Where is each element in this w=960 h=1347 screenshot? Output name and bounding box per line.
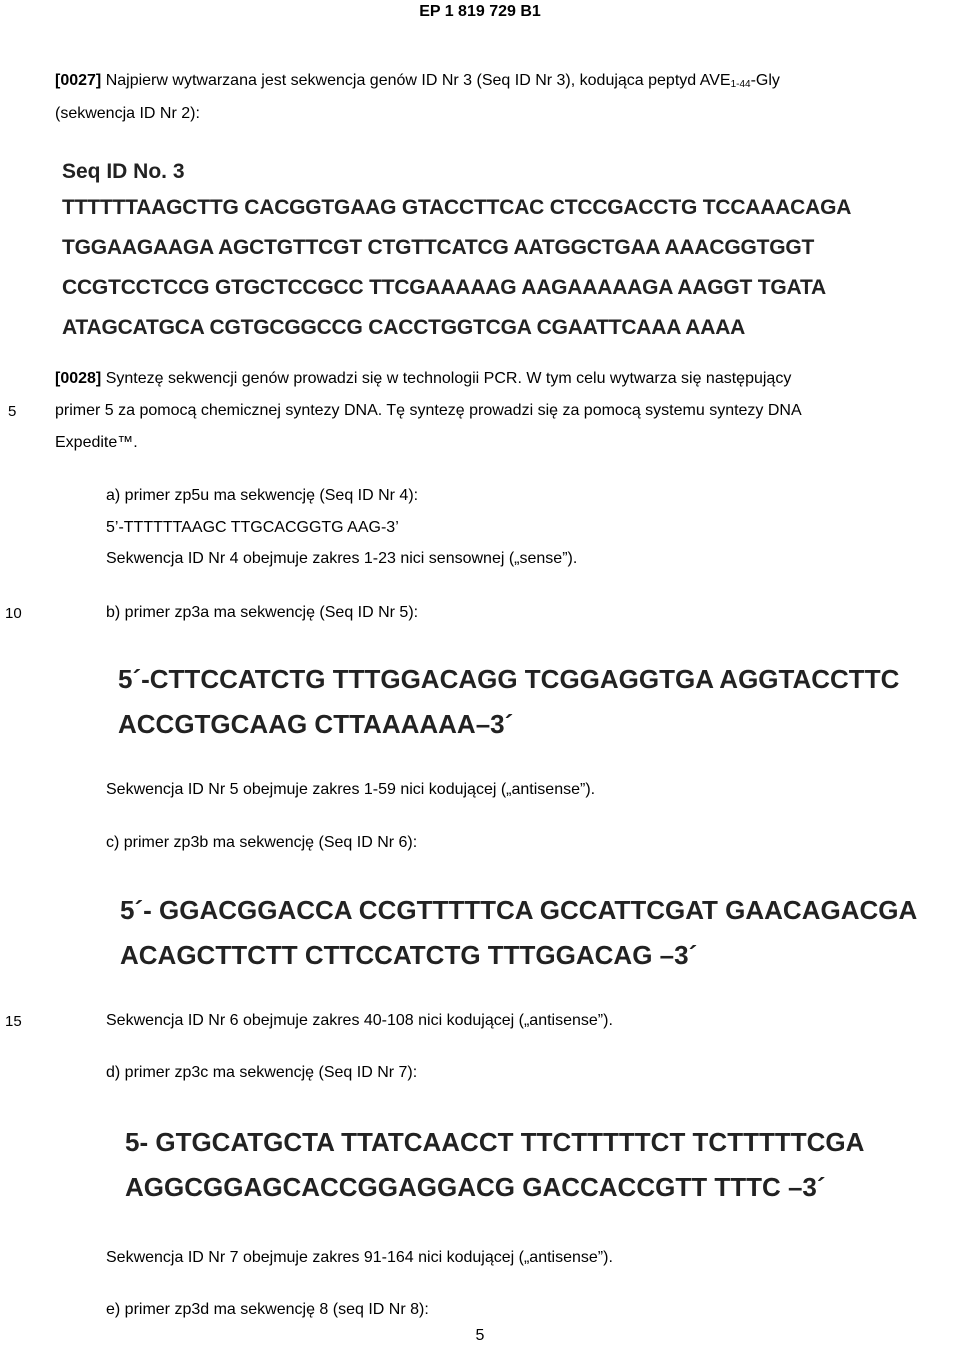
page-number: 5: [475, 1327, 485, 1344]
primer-d-sequence: [125, 1120, 864, 1210]
line-number: 5: [8, 403, 17, 420]
primer-b-intro: b) primer zp3a ma sekwencję (Seq ID Nr 5):: [106, 604, 419, 621]
line-number: 15: [5, 1013, 22, 1030]
paragraph-text: Najpierw wytwarzana jest sekwencja genów ID Nr 3 (Seq ID Nr 3), kodująca peptyd AVE: [101, 72, 731, 89]
seq3-title: Seq ID No. 3: [62, 160, 185, 183]
paragraph-tag: [0027]: [55, 72, 102, 89]
seq3-block: [62, 188, 851, 348]
seq3-line: ATAGCATGCA CGTGCGGCCG CACCTGGTCGA CGAATTCAAA AAAA: [62, 316, 746, 339]
sequence-line: 5- GTGCATGCTA TTATCAACCT TTCTTTTTCT TCTTTTTCGA: [125, 1127, 865, 1157]
sequence-line: 5´- GGACGGACCA CCGTTTTTCA GCCATTCGAT GAACAGACGA: [120, 895, 918, 925]
primer-c-intro: c) primer zp3b ma sekwencję (Seq ID Nr 6):: [106, 834, 418, 851]
paragraph-0028-line3: Expedite™.: [55, 434, 138, 451]
primer-a-intro: a) primer zp5u ma sekwencję (Seq ID Nr 4):: [106, 487, 419, 504]
seq3-line: TGGAAGAAGA AGCTGTTCGT CTGTTCATCG AATGGCTGAA AAACGGTGGT: [62, 236, 815, 259]
line-number: 10: [5, 605, 22, 622]
seq3-line: CCGTCCTCCG GTGCTCCGCC TTCGAAAAAG AAGAAAAAGA AAGGT TGATA: [62, 276, 826, 299]
paragraph-tag: [0028]: [55, 370, 102, 387]
primer-d-note: Sekwencja ID Nr 7 obejmuje zakres 91-164 nici kodującej („antisense”).: [106, 1249, 613, 1266]
primer-a-note: Sekwencja ID Nr 4 obejmuje zakres 1-23 nici sensownej („sense”).: [106, 550, 578, 567]
sequence-line: AGGCGGAGCACCGGAGGACG GACCACCGTT TTTC –3´: [125, 1172, 826, 1202]
paragraph-0027-line1: [55, 71, 780, 95]
subscript: 1-44: [730, 79, 751, 90]
primer-c-sequence: [120, 888, 917, 978]
primer-b-sequence: [118, 657, 899, 747]
document-id: EP 1 819 729 B1: [419, 3, 541, 20]
sequence-line: ACCGTGCAAG CTTAAAAAA–3´: [118, 709, 514, 739]
seq3-line: TTTTTTAAGCTTG CACGGTGAAG GTACCTTCAC CTCCGACCTG TCCAAACAGA: [62, 196, 852, 219]
primer-b-note: Sekwencja ID Nr 5 obejmuje zakres 1-59 nici kodującej („antisense”).: [106, 781, 596, 798]
primer-a-sequence: 5’-TTTTTTAAGC TTGCACGGTG AAG-3’: [106, 519, 399, 536]
primer-d-intro: d) primer zp3c ma sekwencję (Seq ID Nr 7):: [106, 1064, 418, 1081]
primer-e-intro: e) primer zp3d ma sekwencję 8 (seq ID Nr 8):: [106, 1301, 429, 1318]
paragraph-text-end: -Gly: [750, 72, 780, 89]
sequence-line: ACAGCTTCTT CTTCCATCTG TTTGGACAG –3´: [120, 940, 698, 970]
paragraph-text: Syntezę sekwencji genów prowadzi się w technologii PCR. W tym celu wytwarza się następujący: [101, 370, 792, 387]
primer-c-note: Sekwencja ID Nr 6 obejmuje zakres 40-108 nici kodującej („antisense”).: [106, 1012, 613, 1029]
paragraph-0028-line2: primer 5 za pomocą chemicznej syntezy DNA. Tę syntezę prowadzi się za pomocą systemu syntezy DNA: [55, 402, 802, 419]
paragraph-0027-line2: (sekwencja ID Nr 2):: [55, 105, 200, 122]
sequence-line: 5´-CTTCCATCTG TTTGGACAGG TCGGAGGTGA AGGTACCTTC: [118, 664, 900, 694]
paragraph-0028-line1: [55, 369, 791, 389]
